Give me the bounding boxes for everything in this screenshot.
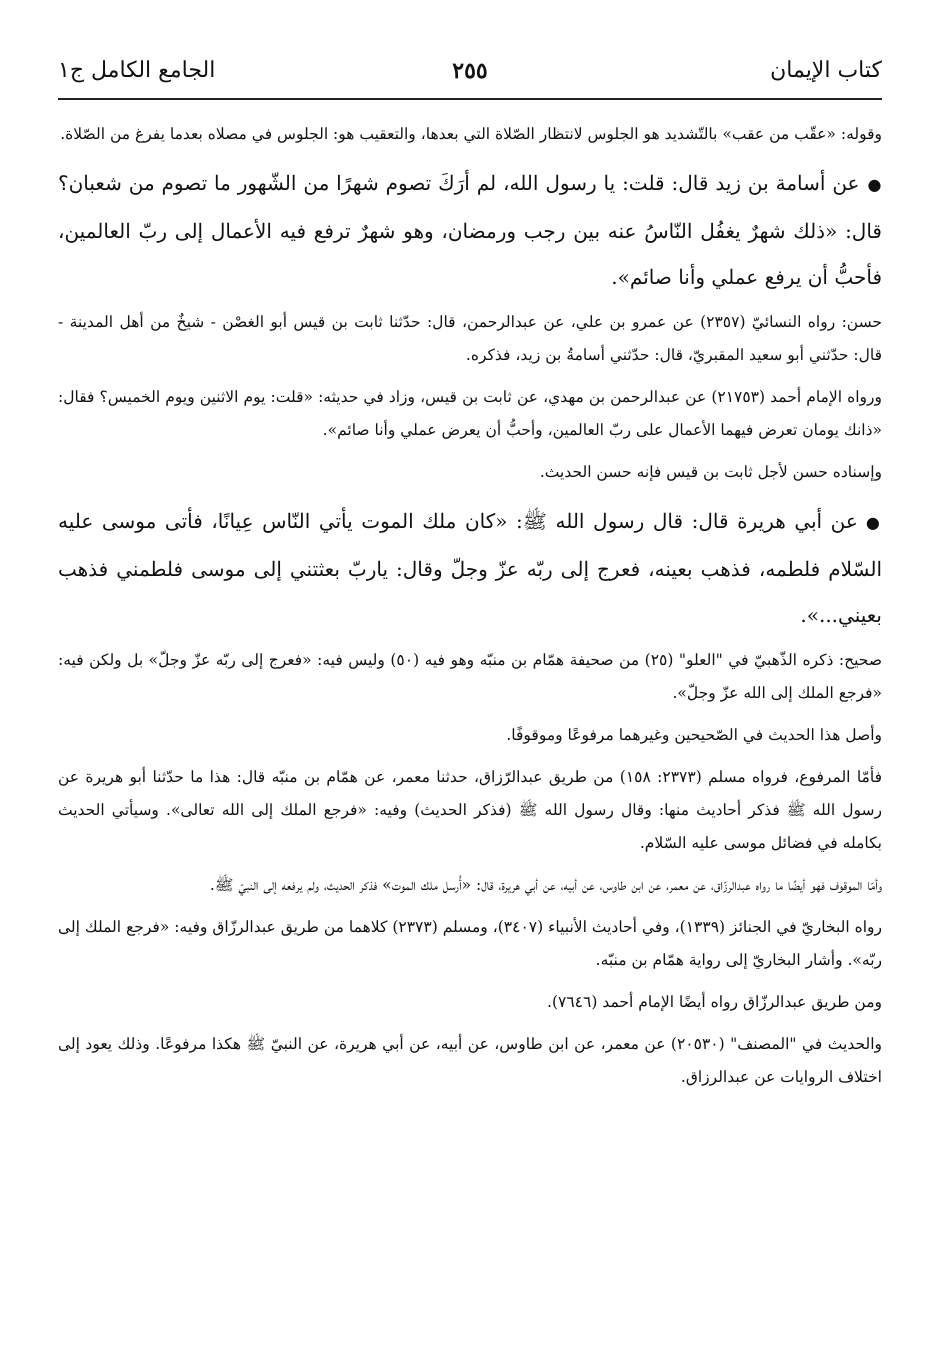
commentary-paragraph: رواه البخاريّ في الجنائز (١٣٣٩)، وفي أحاديث الأنبياء (٣٤٠٧)، ومسلم (٢٣٧٣) كلاهما من طريق عبدالرزّاق وفيه: «فرجع الملك إلى ربّه». وأشار البخاريّ إلى رواية همّام بن منبّه. [58, 918, 883, 969]
commentary-paragraph: والحديث في "المصنف" (٢٠٥٣٠) عن معمر، عن ابن طاوس، عن أبيه، عن أبي هريرة، عن النبيّ ﷺ هكذا مرفوعًا. وذلك يعود إلى اختلاف الروايات عن عبدالرزاق. [58, 1035, 882, 1086]
book-title: كتاب الإيمان [770, 58, 882, 83]
commentary-paragraph: ومن طريق عبدالرزّاق رواه أيضًا الإمام أحمد (٧٦٤٦). [547, 993, 882, 1011]
hadith-paragraph [58, 498, 882, 638]
page-number: ٢٥٥ [452, 58, 488, 84]
commentary-paragraph: ورواه الإمام أحمد (٢١٧٥٣) عن عبدالرحمن بن مهدي، عن ثابت بن قيس، وزاد في حديثه: «قلت: يوم الاثنين ويوم الخميس؟ فقال: «ذانك يومان تعرض فيهما الأعمال على ربّ العالمين، وأحبُّ أن يعرض عملي وأنا صائم». [58, 388, 882, 439]
commentary-paragraph: وأمّا الموقوف فهو أيضًا ما رواه عبدالرزّاق، عن معمر، عن ابن طاوس، عن أبيه، عن أبي هريرة، قال: «أُرسل ملك الموت» فذكر الحديث، ولم يرفعه إلى النبيّ ﷺ. [209, 876, 882, 894]
hadith-text: عن أسامة بن زيد قال: قلت: يا رسول الله، لم أرَكَ تصوم شهرًا من الشّهور ما تصوم من شعبان؟ قال: «ذلك شهرٌ يغفُل النّاسُ عنه بين رجب ورمضان، وهو شهرٌ ترفع فيه الأعمال إلى ربّ العالمين، فأحبُّ أن يرفع عملي وأنا صائم». [58, 171, 882, 289]
page-header [58, 52, 882, 92]
commentary-paragraph: حسن: رواه النسائيّ (٢٣٥٧) عن عمرو بن علي، عن عبدالرحمن، قال: حدّثنا ثابت بن قيس أبو الغصْن - شيخٌ من أهل المدينة - قال: حدّثني أبو سعيد المقبريّ، قال: حدّثني أسامةُ بن زيد، فذكره. [58, 313, 883, 364]
header-rule [58, 98, 882, 100]
hadith-text: عن أبي هريرة قال: قال رسول الله ﷺ: «كان ملك الموت يأتي النّاس عِيانًا، فأتى موسى عليه السّلام فلطمه، فذهب بعينه، فعرج إلى ربّه عزّ وجلّ وقال: ياربّ بعثتني إلى موسى فلطمني فذهب بعيني...». [58, 509, 882, 627]
commentary-paragraph: وإسناده حسن لأجل ثابت بن قيس فإنه حسن الحديث. [539, 463, 882, 481]
page-body [58, 118, 882, 1103]
work-title: الجامع الكامل ج١ [58, 58, 216, 83]
hadith-paragraph [58, 160, 882, 300]
commentary-paragraph: صحيح: ذكره الذّهبيّ في "العلو" (٢٥) من صحيفة همّام بن منبّه وهو فيه (٥٠) وليس فيه: «فعرج إلى ربّه عزّ وجلّ» بل ولكن فيه: «فرجع الملك إلى الله عزّ وجلّ». [58, 651, 882, 702]
bullet-icon: ● [867, 175, 882, 194]
commentary-paragraph: وقوله: «عقّب من عقب» بالتّشديد هو الجلوس لانتظار الصّلاة التي بعدها، والتعقيب هو: الجلوس في مصلاه بعدما يفرغ من الصّلاة. [60, 125, 882, 143]
commentary-paragraph: وأصل هذا الحديث في الصّحيحين وغيرهما مرفوعًا وموقوفًا. [506, 726, 882, 744]
commentary-paragraph: فأمّا المرفوع، فرواه مسلم (٢٣٧٣: ١٥٨) من طريق عبدالرّزاق، حدثنا معمر، عن همّام بن منبّه قال: هذا ما حدّثنا أبو هريرة عن رسول الله ﷺ فذكر أحاديث منها: وقال رسول الله ﷺ (فذكر الحديث) وفيه: «فرجع الملك إلى الله تعالى». وسيأتي الحديث بكامله في فضائل موسى عليه السّلام. [58, 768, 882, 852]
bullet-icon: ● [865, 513, 882, 532]
